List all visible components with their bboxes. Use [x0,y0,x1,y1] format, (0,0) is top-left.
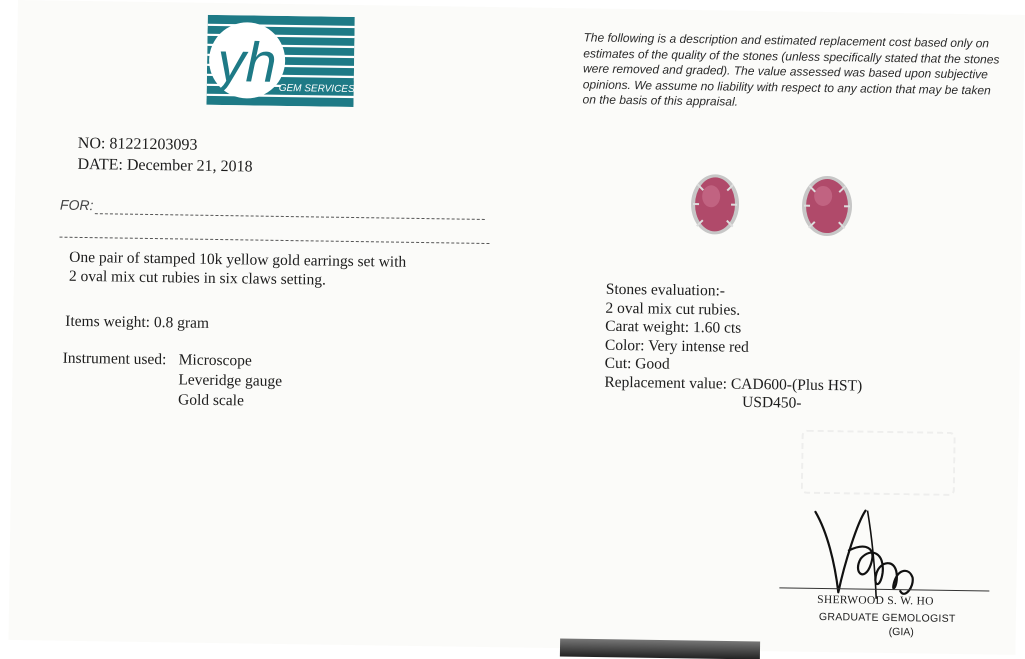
card-shadow-edge [560,639,760,659]
eval-carat: Carat weight: 1.60 cts [605,318,863,340]
items-weight: Items weight: 0.8 gram [65,313,209,333]
ruby-stone-right [802,176,853,237]
appraisal-number: NO: 81221203093 [78,133,253,157]
logo-mark: yh [213,30,277,94]
for-line [95,213,485,220]
appraiser-title: GRADUATE GEMOLOGIST [819,611,956,625]
instrument-item: Leveridge gauge [62,369,282,392]
appraisal-meta [77,133,253,178]
instruments [62,349,283,412]
logo-tagline: GEM SERVICES [279,83,355,95]
company-logo [206,15,354,107]
eval-heading: Stones evaluation:- [606,281,864,303]
appraisal-card [9,0,1025,655]
appraiser-name: SHERWOOD S. W. HO [817,594,934,608]
eval-color: Color: Very intense red [605,336,863,358]
stones-evaluation [604,281,864,414]
instrument-label: Instrument used: [63,349,179,371]
description-line: One pair of stamped 10k yellow gold earrings set with [69,248,469,273]
appraisal-date: DATE: December 21, 2018 [77,154,252,178]
appraiser-credential: (GIA) [889,626,914,638]
instrument-item: Gold scale [62,389,282,412]
item-description [69,248,470,292]
for-label: FOR: [60,197,94,213]
description-line: 2 oval mix cut rubies in six claws setting. [69,267,469,292]
eval-stones: 2 oval mix cut rubies. [605,299,863,321]
faded-stamp [801,430,956,496]
disclaimer: The following is a description and estimated replacement cost based only on estimates of the quality of the stones (unless specifically stated that the stones were removed and graded). The value assessed was based upon subjective opinions. We assume no liability with respect to any action that may be taken on the basis of this appraisal. [582,30,1005,114]
ruby-earrings-photo [685,170,866,243]
for-line-2 [59,237,489,244]
signature-block [778,501,1010,654]
eval-replacement-cad: Replacement value: CAD600-(Plus HST) [604,373,862,395]
eval-cut: Cut: Good [605,355,863,377]
ruby-stone-left [691,174,740,235]
eval-replacement-usd: USD450- [604,392,862,414]
instrument-item: Microscope [179,351,252,369]
